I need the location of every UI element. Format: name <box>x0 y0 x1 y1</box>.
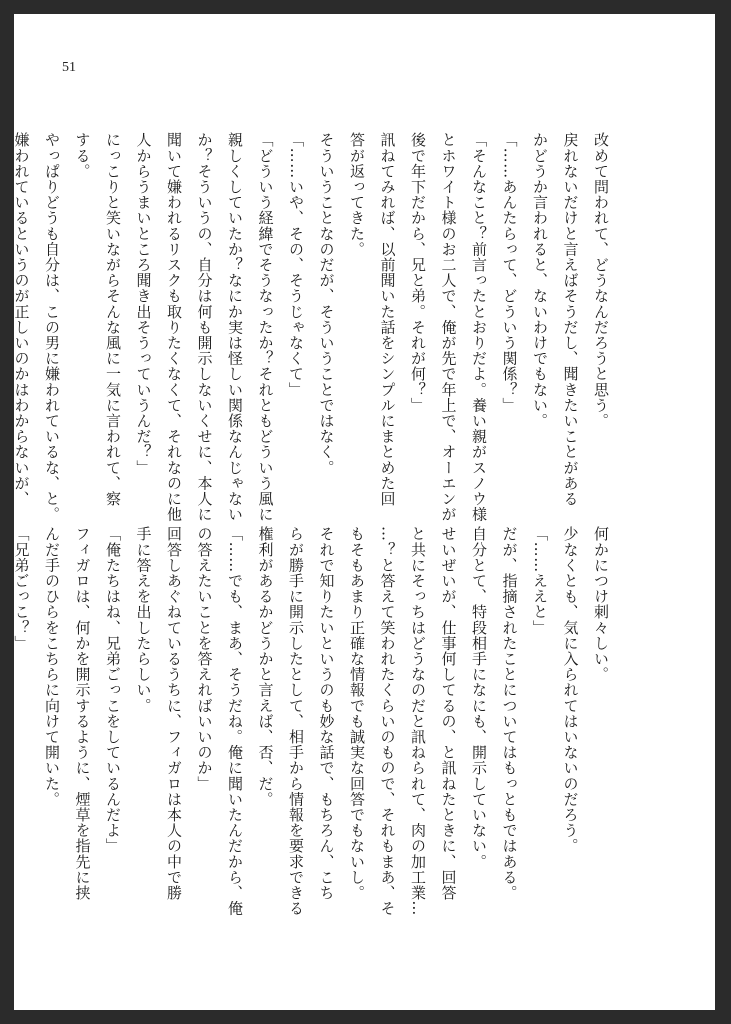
text-line: それで知りたいというのも妙な話で、もちろん、こち <box>317 526 336 901</box>
text-line: 「兄弟ごっこ？」 <box>12 526 31 651</box>
text-line: にっこりと笑いながらそんな風に一気に言われて、察 <box>104 132 122 507</box>
text-line: だが、指摘されたことについてはもっともではある。 <box>500 526 519 901</box>
text-line: やっぱりどうも自分は、この男に嫌われているな、と。 <box>43 132 61 522</box>
text-line: んだ手のひらをこちらに向けて開いた。 <box>43 526 61 807</box>
page-number: 51 <box>62 60 76 75</box>
text-line: せいぜいが、仕事何してるの、と訊ねたときに、回答 <box>439 526 458 901</box>
text-line: 回答しあぐねているうちに、フィガロは本人の中で勝 <box>165 526 183 901</box>
text-line: 「……あんたらって、どういう関係？」 <box>500 132 519 413</box>
text-line: 人からうまいところ聞き出そうっていうんだ？」 <box>134 132 153 476</box>
text-line: 訊ねてみれば、以前聞いた話をシンプルにまとめた回 <box>378 132 397 507</box>
text-line: …？と答えて笑われたくらいのもので、それもまあ、そ <box>378 526 397 916</box>
text-line: する。 <box>73 132 92 179</box>
text-line: 「どういう経緯でそうなったか？それともどういう風に <box>256 132 275 522</box>
text-line: 何かにつけ刺々しい。 <box>592 526 610 682</box>
text-line: 親しくしていたか？なにか実は怪しい関係なんじゃない <box>226 132 244 522</box>
text-line: 嫌われているというのが正しいのかはわからないが、 <box>12 132 31 507</box>
upper-text-block <box>6 132 616 522</box>
text-line: 答が返ってきた。 <box>348 132 366 257</box>
text-line: 「俺たちはね、兄弟ごっこをしているんだよ」 <box>104 526 122 854</box>
text-line: 戻れないだけと言えばそうだし、聞きたいことがある <box>561 132 580 507</box>
text-line: そういうことなのだが、そういうことではなく。 <box>317 132 336 476</box>
text-line: 聞いて嫌われるリスクも取りたくなくて、それなのに他 <box>165 132 183 522</box>
text-line: 後で年下だから、兄と弟。それが何？」 <box>409 132 427 413</box>
text-line: 自分とて、特段相手になにも、開示していない。 <box>470 526 488 870</box>
text-line: 「……ええと」 <box>531 526 549 636</box>
lower-text-block <box>6 526 616 916</box>
text-line: 改めて問われて、どうなんだろうと思う。 <box>592 132 610 429</box>
text-line: 「そんなこと？前言ったとおりだよ。養い親がスノウ様 <box>470 132 488 522</box>
text-line: 「……でも、まあ、そうだね。俺に聞いたんだから、俺 <box>226 526 244 916</box>
text-line: と共にそっちはどうなのだと訊ねられて、肉の加工業… <box>409 526 427 916</box>
book-page <box>14 14 715 1010</box>
text-line: 権利があるかどうかと言えば、否、だ。 <box>256 526 275 807</box>
text-line: 「……いや、その、そうじゃなくて」 <box>287 132 305 398</box>
text-line: 手に答えを出したらしい。 <box>134 526 153 714</box>
text-line: らが勝手に開示したとして、相手から情報を要求できる <box>287 526 305 916</box>
text-line: フィガロは、何かを開示するように、煙草を指先に挟 <box>73 526 92 901</box>
text-line: かどうか言われると、ないわけでもない。 <box>531 132 549 429</box>
text-line: か？そういうの、自分は何も開示しないくせに、本人に <box>195 132 214 522</box>
text-line: もそもあまり正確な情報でも誠実な回答でもないし。 <box>348 526 366 901</box>
text-line: の答えたいことを答えればいいのか」 <box>195 526 214 792</box>
text-line: 少なくとも、気に入られてはいないのだろう。 <box>561 526 580 854</box>
text-line: とホワイト様のお二人で、俺が先で年上で、オーエンが <box>439 132 458 522</box>
